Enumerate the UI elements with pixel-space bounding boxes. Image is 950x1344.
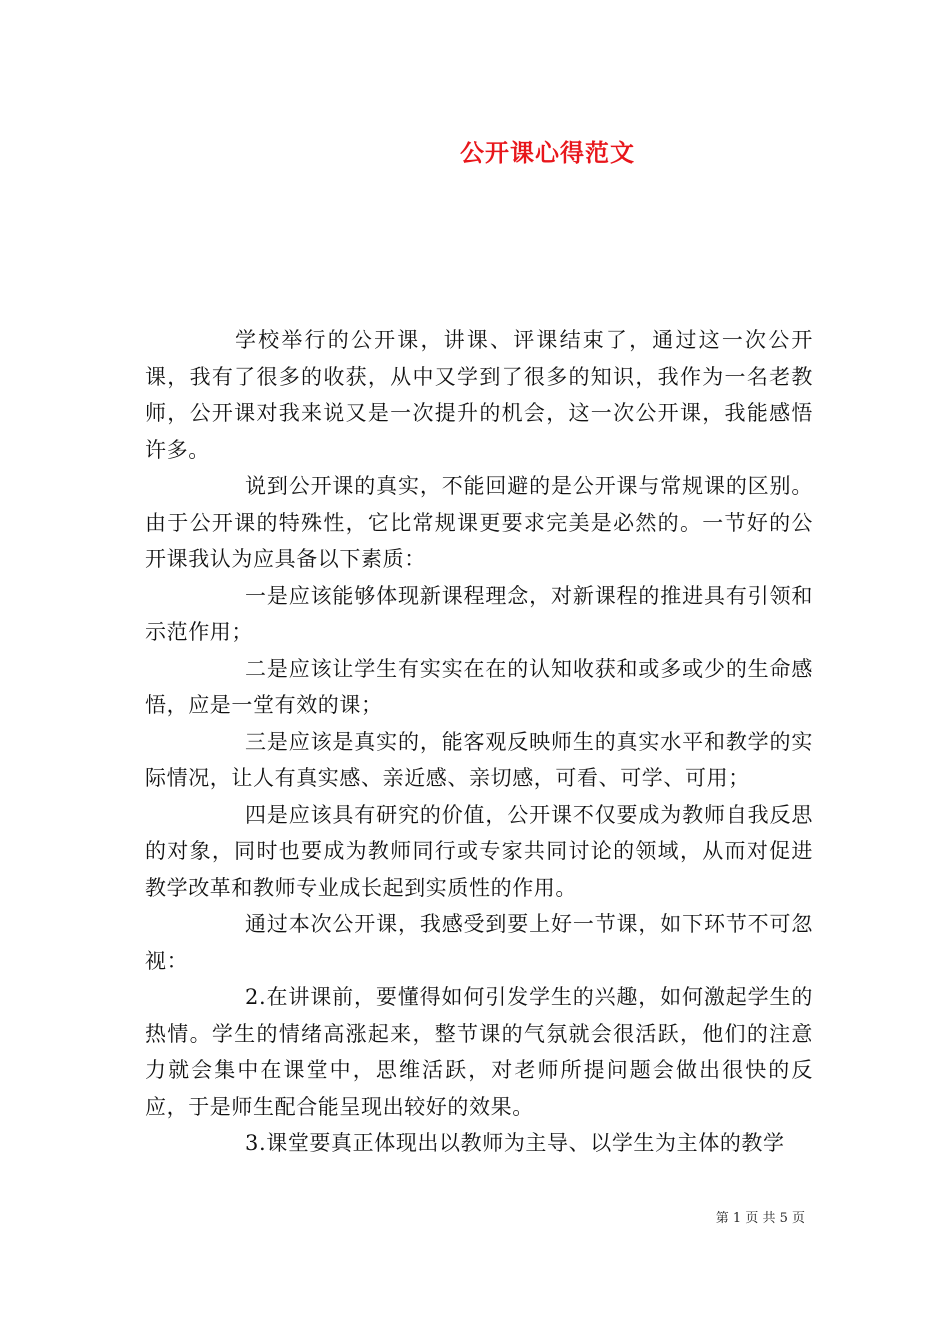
paragraph: 通过本次公开课，我感受到要上好一节课，如下环节不可忽视： — [145, 912, 813, 973]
paragraph: 学校举行的公开课，讲课、评课结束了，通过这一次公开课，我有了很多的收获，从中又学到了很多的知识，我作为一名老教师，公开课对我来说又是一次提升的机会，这一次公开课，我能感悟许多。 — [145, 328, 813, 462]
document-body — [145, 322, 813, 1162]
paragraph: 3.课堂要真正体现出以教师为主导、以学生为主体的教学 — [245, 1131, 785, 1155]
paragraph: 2.在讲课前，要懂得如何引发学生的兴趣，如何激起学生的热情。学生的情绪高涨起来，整节课的气氛就会很活跃，他们的注意力就会集中在课堂中，思维活跃，对老师所提问题会做出很快的反应，于是师生配合能呈现出较好的效果。 — [145, 985, 813, 1119]
paragraph: 三是应该是真实的，能客观反映师生的真实水平和教学的实际情况，让人有真实感、亲近感、亲切感，可看、可学、可用； — [145, 729, 813, 790]
paragraph: 四是应该具有研究的价值，公开课不仅要成为教师自我反思的对象，同时也要成为教师同行或专家共同讨论的领域，从而对促进教学改革和教师专业成长起到实质性的作用。 — [145, 802, 813, 900]
paragraph: 一是应该能够体现新课程理念，对新课程的推进具有引领和示范作用； — [145, 583, 813, 644]
paragraph: 说到公开课的真实，不能回避的是公开课与常规课的区别。由于公开课的特殊性，它比常规课更要求完美是必然的。一节好的公开课我认为应具备以下素质： — [145, 474, 813, 571]
document-title: 公开课心得范文 — [460, 138, 635, 167]
paragraph: 二是应该让学生有实实在在的认知收获和或多或少的生命感悟，应是一堂有效的课； — [145, 656, 813, 717]
page-number: 第 1 页 共 5 页 — [715, 1211, 805, 1226]
